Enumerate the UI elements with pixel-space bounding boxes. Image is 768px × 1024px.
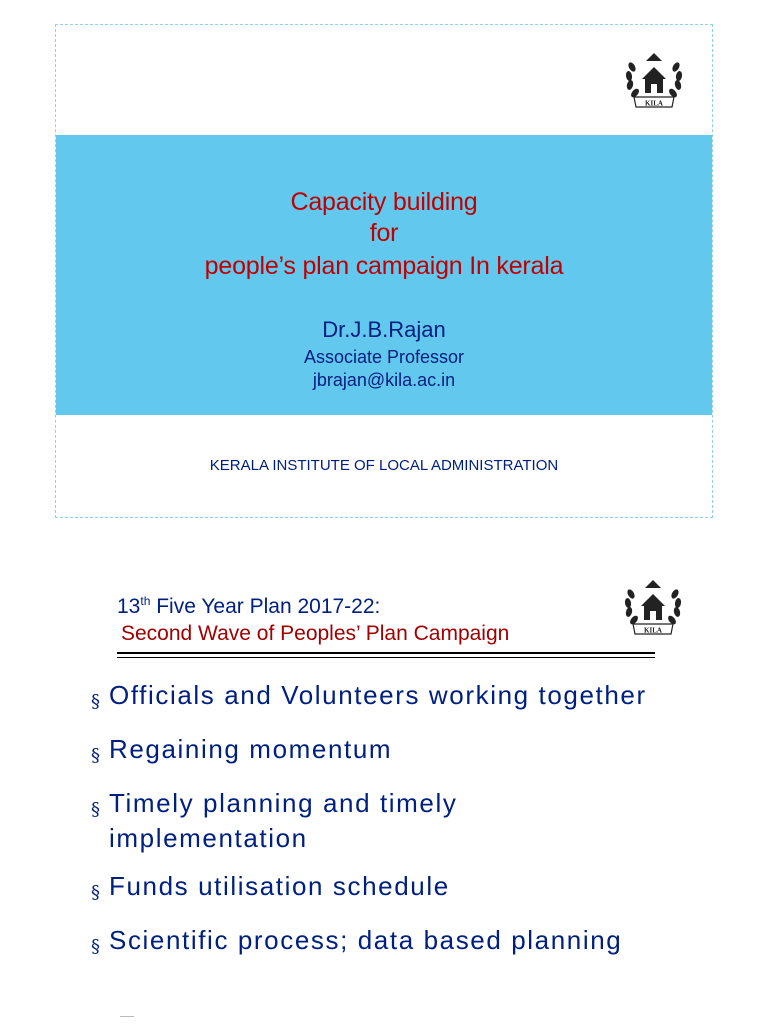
bullet-text: Funds utilisation schedule xyxy=(109,871,450,901)
institute-name: KERALA INSTITUTE OF LOCAL ADMINISTRATION xyxy=(209,457,559,474)
section-bullet-icon: § xyxy=(91,882,102,903)
svg-text:KILA: KILA xyxy=(645,99,663,108)
bullet-list xyxy=(91,678,711,977)
title-line-2: for xyxy=(369,219,399,247)
section-bullet-icon: § xyxy=(91,691,102,712)
author-role: Associate Professor xyxy=(303,347,465,367)
heading-rule-thin xyxy=(117,657,655,658)
author-email: jbrajan@kila.ac.in xyxy=(312,370,456,390)
bullet-text: Scientific process; data based planning xyxy=(109,925,623,955)
heading-rule xyxy=(117,652,655,654)
title-line-3: people’s plan campaign In kerala xyxy=(204,252,564,280)
list-item xyxy=(91,732,711,773)
list-item xyxy=(91,869,711,910)
section-bullet-icon: § xyxy=(91,936,102,957)
slide-subheading: Second Wave of Peoples’ Plan Campaign xyxy=(121,622,510,645)
list-item xyxy=(91,923,711,964)
page-footer-mark xyxy=(120,1016,134,1017)
list-item xyxy=(91,678,711,719)
section-bullet-icon: § xyxy=(91,799,102,820)
bullet-text: Officials and Volunteers working together xyxy=(109,680,647,710)
list-item xyxy=(91,786,711,856)
kila-emblem-icon xyxy=(621,576,685,640)
section-bullet-icon: § xyxy=(91,745,102,766)
bullet-text: Regaining momentum xyxy=(109,734,393,764)
svg-text:KILA: KILA xyxy=(644,626,662,635)
bullet-text: Timely planning and timely implementation xyxy=(109,788,458,853)
slide-heading: 13th Five Year Plan 2017-22: xyxy=(117,594,381,618)
title-slide xyxy=(55,24,713,518)
author-name: Dr.J.B.Rajan xyxy=(322,317,446,342)
content-slide xyxy=(55,560,713,1024)
kila-emblem-icon xyxy=(622,49,686,113)
title-line-1: Capacity building xyxy=(290,188,478,216)
